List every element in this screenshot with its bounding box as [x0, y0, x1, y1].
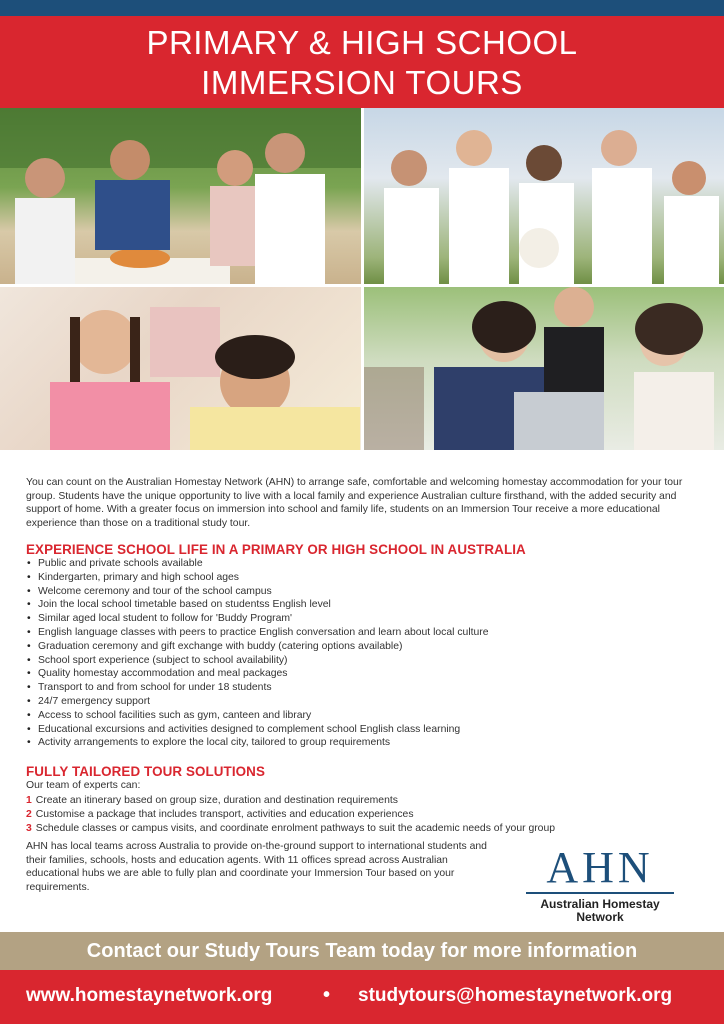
list-item: • Activity arrangements to explore the local city, tailored to group requirements [27, 736, 707, 750]
section-heading-school-life: EXPERIENCE SCHOOL LIFE IN A PRIMARY OR HIGH SCHOOL IN AUSTRALIA [26, 542, 526, 557]
step-item [26, 822, 555, 836]
step-item [26, 808, 555, 822]
team-lead-text: Our team of experts can: [26, 780, 141, 791]
school-life-list [27, 557, 707, 750]
step-text: Create an itinerary based on group size, duration and destination requirements [35, 795, 398, 806]
page-title-line-1: PRIMARY & HIGH SCHOOL [146, 24, 578, 61]
email-link[interactable]: studytours@homestaynetwork.org [358, 985, 673, 1006]
step-number: 3 [26, 822, 32, 834]
footer-contact-bar [0, 970, 724, 1024]
logo-name-line-2: Network [576, 910, 624, 924]
photo-sports-team [364, 108, 724, 284]
logo-mark: AHN [546, 843, 654, 892]
list-item: • Access to school facilities such as gym, canteen and library [27, 709, 707, 723]
logo-name-line-1: Australian Homestay [540, 897, 660, 911]
local-teams-paragraph: AHN has local teams across Australia to provide on-the-ground support to international students and their families, schools, hosts and education agents. With 11 offices spread across Australian educational hubs we are able to fully plan and coordinate your Immersion Tour based on your requirements. [26, 841, 487, 893]
website-link[interactable]: www.homestaynetwork.org [26, 985, 273, 1006]
list-item: • Kindergarten, primary and high school ages [27, 571, 707, 585]
step-text: Customise a package that includes transport, activities and education experiences [35, 808, 414, 820]
title-banner [0, 16, 724, 108]
list-item: • Similar aged local student to follow for 'Buddy Program' [27, 612, 707, 626]
top-strip [0, 0, 724, 16]
contact-cta-banner: Contact our Study Tours Team today for more information [0, 932, 724, 970]
step-number: 2 [26, 808, 32, 820]
list-item: • Educational excursions and activities designed to complement school English class learning [27, 723, 707, 737]
section-heading-tour-solutions: FULLY TAILORED TOUR SOLUTIONS [26, 764, 265, 779]
list-item: • Graduation ceremony and gift exchange with buddy (catering options available) [27, 640, 707, 654]
step-number: 1 [26, 795, 32, 806]
ahn-logo [520, 843, 680, 924]
list-item: • Public and private schools available [27, 557, 707, 571]
photo-collage [0, 108, 724, 450]
page-title-line-2: IMMERSION TOURS [201, 64, 523, 101]
list-item: • 24/7 emergency support [27, 695, 707, 709]
photo-family-picnic [0, 108, 361, 284]
logo-rule [526, 892, 674, 894]
list-item: • Join the local school timetable based on studentss English level [27, 598, 707, 612]
list-item: • Quality homestay accommodation and meal packages [27, 667, 707, 681]
list-item: • Welcome ceremony and tour of the school campus [27, 585, 707, 599]
list-item: • English language classes with peers to practice English conversation and learn about local culture [27, 626, 707, 640]
photo-students-laptop [364, 287, 724, 450]
step-text: Schedule classes or campus visits, and coordinate enrolment pathways to suit the academic needs of your group [35, 822, 556, 834]
list-item: • School sport experience (subject to school availability) [27, 654, 707, 668]
list-item: • Transport to and from school for under 18 students [27, 681, 707, 695]
step-item [26, 794, 555, 808]
intro-paragraph: You can count on the Australian Homestay Network (AHN) to arrange safe, comfortable and welcoming homestay accommodation for your tour group. Students have the unique opportunity to live with a local family and experience Australian culture firsthand, with the added security and support of home. With a greater focus on immersion into school and family life, students on an Immersion Tour receive a more educational experience than those on a traditional study tour. [26, 477, 683, 529]
separator-dot: • [323, 984, 331, 1006]
tour-steps-list [26, 794, 555, 835]
photo-students-classroom [0, 287, 361, 450]
